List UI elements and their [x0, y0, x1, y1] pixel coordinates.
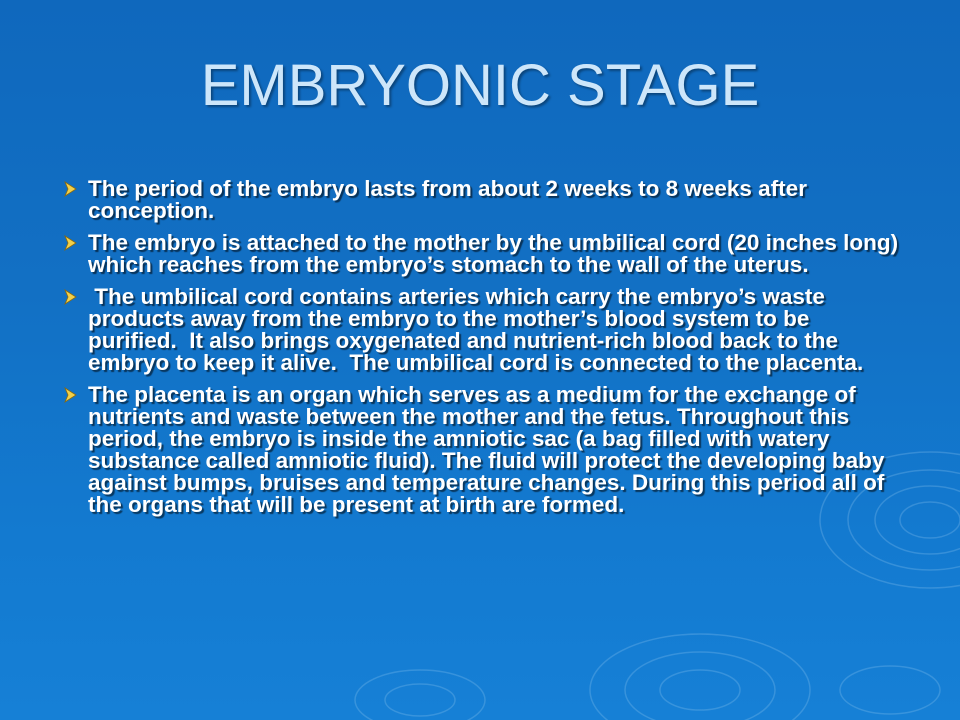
bullet-text: The period of the embryo lasts from about 2 weeks to 8 weeks after conception. [88, 176, 807, 223]
bullet-item [62, 178, 902, 222]
bullet-text: The placenta is an organ which serves as a medium for the exchange of nutrients and waste between the mother and the fetus. Throughout this period, the embryo is inside the amniotic sac (a bag filled with watery substance called amniotic fluid). The fluid will protect the developing baby against bumps, bruises and temperature changes. During this period all of the organs that will be present at birth are formed. [88, 382, 885, 517]
bullet-item [62, 232, 902, 276]
bullet-text: The umbilical cord contains arteries which carry the embryo’s waste products away from the embryo to the mother’s blood system to be purified. It also brings oxygenated and nutrient-rich blood back to the embryo to keep it alive. The umbilical cord is connected to the placenta. [88, 284, 864, 375]
bullet-list [62, 178, 902, 526]
slide-title: EMBRYONIC STAGE [200, 53, 760, 118]
bullet-item [62, 286, 902, 374]
bullet-text: The embryo is attached to the mother by the umbilical cord (20 inches long) which reaches from the embryo’s stomach to the wall of the uterus. [88, 230, 899, 277]
arrow-bullet-icon [62, 181, 78, 197]
arrow-bullet-icon [62, 235, 78, 251]
arrow-bullet-icon [62, 289, 78, 305]
bullet-item [62, 384, 902, 516]
arrow-bullet-icon [62, 387, 78, 403]
